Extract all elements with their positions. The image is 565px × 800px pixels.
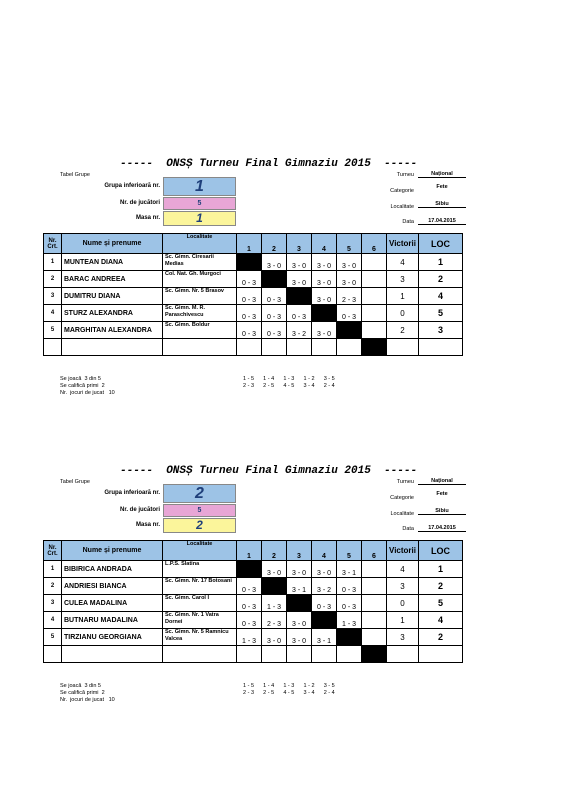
game-score [237, 339, 262, 356]
game-score [262, 339, 287, 356]
categorie-label: Categorie [390, 188, 414, 194]
game-score [312, 612, 337, 629]
data-value: 17.04.2015 [418, 525, 466, 532]
jucatori-value: 5 [163, 197, 236, 210]
place: 5 [418, 305, 462, 322]
game-score [337, 646, 362, 663]
victorii: 1 [387, 612, 419, 629]
victorii: 4 [387, 561, 419, 578]
game-score: 3 - 0 [337, 254, 362, 271]
header-victorii: Victorii [387, 234, 419, 254]
place: 1 [418, 254, 462, 271]
table-row [44, 629, 463, 646]
header-loc: LOC [418, 541, 462, 561]
row-number: 1 [44, 254, 62, 271]
player-name [62, 646, 163, 663]
header-nr-crt: Nr. Crt. [44, 541, 62, 561]
game-score: 3 - 1 [337, 561, 362, 578]
game-score [287, 288, 312, 305]
categorie-label: Categorie [390, 495, 414, 501]
header-game-4: 4 [312, 541, 337, 561]
game-score: 3 - 0 [337, 271, 362, 288]
categorie-value: Fete [436, 184, 448, 190]
player-name: BIBIRICA ANDRADA [62, 561, 163, 578]
game-score: 0 - 3 [312, 595, 337, 612]
footer-pairs-2: 2 - 3 2 - 5 4 - 5 3 - 4 2 - 4 [243, 383, 335, 389]
footer-pairs-1: 1 - 5 1 - 4 1 - 3 1 - 2 3 - 5 [243, 376, 335, 382]
game-score: 0 - 3 [237, 288, 262, 305]
masa-label: Masa nr. [135, 522, 160, 528]
header-game-1: 1 [237, 541, 262, 561]
header-victorii: Victorii [387, 541, 419, 561]
game-score: 0 - 3 [337, 595, 362, 612]
grupa-value: 1 [163, 177, 236, 196]
game-score [287, 339, 312, 356]
victorii: 3 [387, 629, 419, 646]
game-score [262, 578, 287, 595]
game-score: 3 - 1 [312, 629, 337, 646]
game-score [362, 646, 387, 663]
table-row [44, 322, 463, 339]
data-label: Data [402, 219, 414, 225]
table-row [44, 612, 463, 629]
player-name: CULEA MADALINA [62, 595, 163, 612]
turneu-value: Național [418, 478, 466, 485]
player-name: BUTNARU MADALINA [62, 612, 163, 629]
categorie-value: Fete [436, 491, 448, 497]
player-name: BARAC ANDREEA [62, 271, 163, 288]
table-row [44, 578, 463, 595]
game-score: 0 - 3 [237, 612, 262, 629]
game-score: 0 - 3 [287, 305, 312, 322]
game-score [362, 305, 387, 322]
game-score [287, 646, 312, 663]
header-loc: LOC [418, 234, 462, 254]
tabel-grupe-label: Tabel Grupe [60, 479, 90, 485]
table-row [44, 305, 463, 322]
player-school: Sc. Gimn. Ciresarii Medias [163, 254, 237, 271]
jucatori-label: Nr. de jucători [119, 507, 160, 513]
player-school: Sc. Gimn. Nr. 5 Brasov [163, 288, 237, 305]
game-score [362, 612, 387, 629]
game-score: 3 - 0 [312, 271, 337, 288]
row-number: 1 [44, 561, 62, 578]
game-score [312, 339, 337, 356]
game-score: 0 - 3 [262, 305, 287, 322]
game-score [362, 578, 387, 595]
game-score [287, 595, 312, 612]
page-title: ----- ONSȘ Turneu Final Gimnaziu 2015 ----- [120, 158, 418, 170]
turneu-value: Național [418, 171, 466, 178]
footer-pairs-1: 1 - 5 1 - 4 1 - 3 1 - 2 3 - 5 [243, 683, 335, 689]
game-score [362, 339, 387, 356]
results-table [43, 540, 463, 663]
grupa-label: Grupa inferioară nr. [104, 490, 160, 496]
game-score [312, 305, 337, 322]
header-game-6: 6 [362, 541, 387, 561]
place: 3 [418, 322, 462, 339]
player-school: Sc. Gimn. Boldur [163, 322, 237, 339]
page-title: ----- ONSȘ Turneu Final Gimnaziu 2015 ----- [120, 465, 418, 477]
turneu-label: Turneu [396, 479, 414, 485]
grupa-value: 2 [163, 484, 236, 503]
game-score: 0 - 3 [262, 288, 287, 305]
header-name: Nume și prenume [62, 541, 163, 561]
game-score: 3 - 2 [287, 322, 312, 339]
jucatori-label: Nr. de jucători [119, 200, 160, 206]
game-score [237, 561, 262, 578]
game-score: 3 - 0 [312, 254, 337, 271]
game-score [237, 254, 262, 271]
game-score: 1 - 3 [337, 612, 362, 629]
game-score: 3 - 0 [287, 629, 312, 646]
row-number [44, 646, 62, 663]
game-score: 3 - 0 [287, 612, 312, 629]
game-score: 3 - 1 [287, 578, 312, 595]
masa-value: 2 [163, 518, 236, 533]
game-score: 3 - 0 [262, 561, 287, 578]
place: 5 [418, 595, 462, 612]
game-score [362, 254, 387, 271]
victorii: 3 [387, 578, 419, 595]
victorii: 2 [387, 322, 419, 339]
victorii [387, 646, 419, 663]
footer-rule-line: Nr. jocuri de jucat 10 [60, 697, 115, 703]
player-school: Sc. Gimn. Nr. 17 Botosani [163, 578, 237, 595]
row-number: 3 [44, 288, 62, 305]
header-game-5: 5 [337, 541, 362, 561]
tabel-grupe-label: Tabel Grupe [60, 172, 90, 178]
footer-rule-line: Se califică primi 2 [60, 690, 105, 696]
table-row [44, 271, 463, 288]
place: 1 [418, 561, 462, 578]
player-school: L.P.S. Slatina [163, 561, 237, 578]
game-score: 0 - 3 [237, 595, 262, 612]
game-score [362, 561, 387, 578]
header-nr-crt: Nr. Crt. [44, 234, 62, 254]
localitate-label: Localitate [390, 511, 414, 517]
footer-rule-line: Se joacă 3 din 5 [60, 683, 101, 689]
place: 2 [418, 271, 462, 288]
table-row [44, 561, 463, 578]
header-name: Nume și prenume [62, 234, 163, 254]
game-score: 3 - 0 [262, 254, 287, 271]
place: 2 [418, 629, 462, 646]
place: 2 [418, 578, 462, 595]
jucatori-value: 5 [163, 504, 236, 517]
player-school: Sc. Gimn. Carol I [163, 595, 237, 612]
place: 4 [418, 288, 462, 305]
place [418, 339, 462, 356]
game-score: 3 - 2 [312, 578, 337, 595]
player-school: Sc. Gimn. Nr. 1 Vatra Dornei [163, 612, 237, 629]
game-score [362, 271, 387, 288]
header-game-6: 6 [362, 234, 387, 254]
player-name [62, 339, 163, 356]
masa-value: 1 [163, 211, 236, 226]
turneu-label: Turneu [396, 172, 414, 178]
game-score [362, 322, 387, 339]
masa-label: Masa nr. [135, 215, 160, 221]
table-row [44, 254, 463, 271]
localitate-value: Sibiu [418, 508, 466, 515]
header-game-4: 4 [312, 234, 337, 254]
table-row [44, 595, 463, 612]
data-value: 17.04.2015 [418, 218, 466, 225]
footer-rules [60, 683, 115, 704]
game-score: 3 - 0 [312, 288, 337, 305]
game-score: 0 - 3 [237, 322, 262, 339]
player-school: Sc. Gimn. Nr. 5 Ramnicu Valcea [163, 629, 237, 646]
game-score [362, 288, 387, 305]
game-score: 3 - 0 [312, 322, 337, 339]
game-score [262, 646, 287, 663]
header-game-1: 1 [237, 234, 262, 254]
table-row [44, 339, 463, 356]
player-name: MUNTEAN DIANA [62, 254, 163, 271]
group-table-1 [0, 158, 565, 438]
row-number: 3 [44, 595, 62, 612]
table-row [44, 646, 463, 663]
victorii: 0 [387, 305, 419, 322]
game-score [362, 595, 387, 612]
row-number: 2 [44, 578, 62, 595]
game-score: 0 - 3 [262, 322, 287, 339]
row-number: 5 [44, 322, 62, 339]
footer-rules [60, 376, 115, 397]
game-score [237, 646, 262, 663]
game-score: 1 - 3 [262, 595, 287, 612]
header-game-3: 3 [287, 234, 312, 254]
player-school: Col. Nat. Gh. Murgoci [163, 271, 237, 288]
game-score: 0 - 3 [237, 578, 262, 595]
victorii: 1 [387, 288, 419, 305]
header-game-2: 2 [262, 541, 287, 561]
victorii: 4 [387, 254, 419, 271]
footer-rule-line: Se califică primi 2 [60, 383, 105, 389]
game-score: 3 - 0 [262, 629, 287, 646]
game-score: 2 - 3 [262, 612, 287, 629]
table-row [44, 288, 463, 305]
results-table [43, 233, 463, 356]
player-name: TIRZIANU GEORGIANA [62, 629, 163, 646]
player-name: STURZ ALEXANDRA [62, 305, 163, 322]
game-score [362, 629, 387, 646]
row-number [44, 339, 62, 356]
footer-pairs-2: 2 - 3 2 - 5 4 - 5 3 - 4 2 - 4 [243, 690, 335, 696]
header-game-3: 3 [287, 541, 312, 561]
header-game-2: 2 [262, 234, 287, 254]
header-localitate: Localitate [163, 234, 237, 254]
game-score: 0 - 3 [237, 271, 262, 288]
data-label: Data [402, 526, 414, 532]
game-score: 0 - 3 [337, 305, 362, 322]
header-game-5: 5 [337, 234, 362, 254]
localitate-value: Sibiu [418, 201, 466, 208]
victorii: 0 [387, 595, 419, 612]
row-number: 2 [44, 271, 62, 288]
game-score: 2 - 3 [337, 288, 362, 305]
game-score [262, 271, 287, 288]
game-score [337, 322, 362, 339]
grupa-label: Grupa inferioară nr. [104, 183, 160, 189]
footer-rule-line: Nr. jocuri de jucat 10 [60, 390, 115, 396]
player-name: DUMITRU DIANA [62, 288, 163, 305]
place [418, 646, 462, 663]
player-name: ANDRIESI BIANCA [62, 578, 163, 595]
player-school [163, 646, 237, 663]
row-number: 5 [44, 629, 62, 646]
header-localitate: Localitate [163, 541, 237, 561]
player-school: Sc. Gimn. M. R. Paraschivescu [163, 305, 237, 322]
game-score [337, 629, 362, 646]
game-score: 1 - 3 [237, 629, 262, 646]
localitate-label: Localitate [390, 204, 414, 210]
victorii: 3 [387, 271, 419, 288]
row-number: 4 [44, 612, 62, 629]
footer-rule-line: Se joacă 3 din 5 [60, 376, 101, 382]
place: 4 [418, 612, 462, 629]
game-score: 3 - 0 [312, 561, 337, 578]
game-score [337, 339, 362, 356]
victorii [387, 339, 419, 356]
group-table-2 [0, 465, 565, 745]
game-score [312, 646, 337, 663]
player-school [163, 339, 237, 356]
game-score: 3 - 0 [287, 271, 312, 288]
game-score: 3 - 0 [287, 254, 312, 271]
player-name: MARGHITAN ALEXANDRA [62, 322, 163, 339]
row-number: 4 [44, 305, 62, 322]
game-score: 0 - 3 [337, 578, 362, 595]
game-score: 0 - 3 [237, 305, 262, 322]
game-score: 3 - 0 [287, 561, 312, 578]
